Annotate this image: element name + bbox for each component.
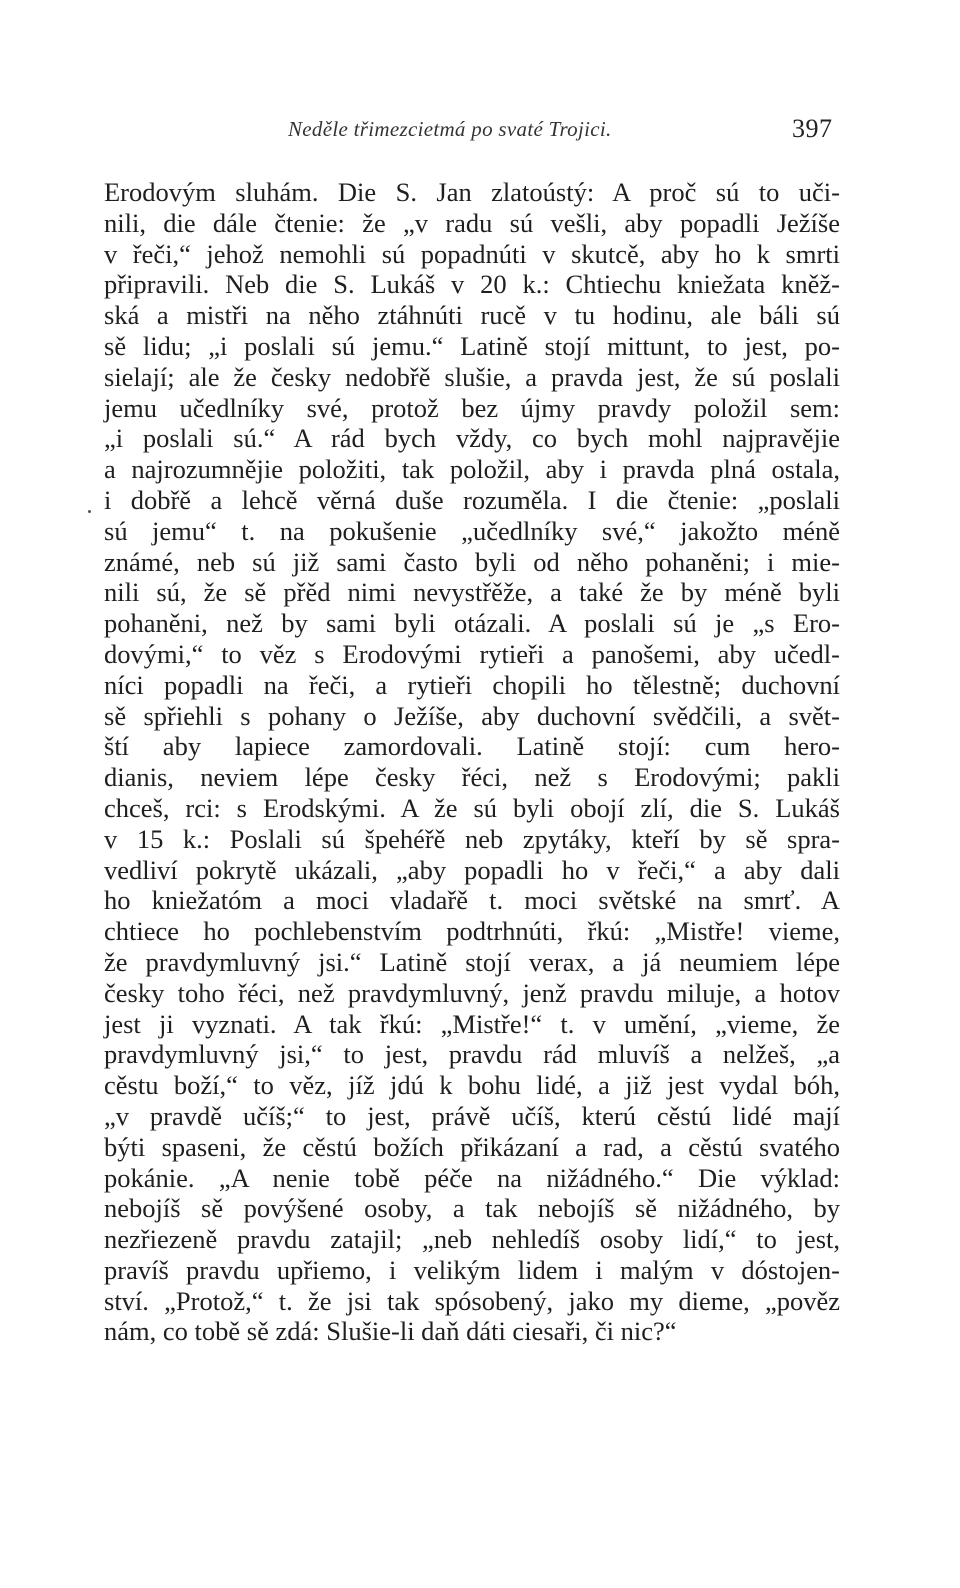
- text-line: chtiece ho pochlebenstvím podtrhnúti, řkú: „Mistře! vieme,: [104, 916, 840, 947]
- text-line: dovými,“ to věz s Erodovými rytieři a panošemi, aby učedl-: [104, 638, 840, 669]
- page-number: 397: [792, 114, 833, 143]
- text-line: nám, co tobě sě zdá: Slušie-li daň dáti ciesaři, či nic?“: [104, 1316, 677, 1347]
- text-line: ho kniežatóm a moci vladařě t. moci světské na smrť. A: [104, 885, 840, 916]
- text-line: jemu učedlníky své, protož bez újmy pravdy položil sem:: [104, 392, 840, 423]
- text-line: Erodovým sluhám. Die S. Jan zlatoústý: A proč sú to uči-: [104, 177, 840, 207]
- body-text: [104, 177, 840, 1347]
- text-line: a najrozumnějie položiti, tak položil, aby i pravda plná ostala,: [104, 454, 840, 485]
- text-line: sě spřiehli s pohany o Ježíše, aby duchovní svědčili, a svět-: [104, 700, 840, 731]
- text-line: česky toho řéci, než pravdymluvný, jenž pravdu miluje, a hotov: [104, 977, 840, 1008]
- text-line: nili sú, že sě přěd nimi nevystřěže, a také že by méně byli: [104, 577, 840, 608]
- text-line: sielají; ale že česky nedobřě slušie, a pravda jest, že sú poslali: [104, 361, 840, 392]
- text-line: sě lidu; „i poslali sú jemu.“ Latině stojí mittunt, to jest, po-: [104, 330, 840, 361]
- text-line: v řeči,“ jehož nemohli sú popadnúti v skutcě, aby ho k smrti: [104, 238, 840, 269]
- text-line: ská a mistři na něho ztáhnúti rucě v tu hodinu, ale báli sú: [104, 300, 840, 331]
- text-line: níci popadli na řeči, a rytieři chopili ho tělestně; duchovní: [104, 669, 840, 700]
- text-line: chceš, rci: s Erodskými. A že sú byli obojí zlí, die S. Lukáš: [104, 792, 840, 823]
- text-line: v 15 k.: Poslali sú špehéřě neb zpytáky, kteří by sě spra-: [104, 823, 840, 854]
- margin-dot: [88, 510, 91, 513]
- text-line: nebojíš sě povýšené osoby, a tak nebojíš sě nižádného, by: [104, 1193, 840, 1224]
- text-line: jest ji vyznati. A tak řkú: „Mistře!“ t. v umění, „vieme, že: [104, 1008, 840, 1039]
- text-line: pokánie. „A nenie tobě péče na nižádného.“ Die výklad:: [104, 1162, 840, 1193]
- text-line: pohaněni, než by sami byli otázali. A poslali sú je „s Ero-: [104, 608, 840, 639]
- text-line: připravili. Neb die S. Lukáš v 20 k.: Chtiechu kniežata kněž-: [104, 269, 840, 300]
- text-line: ští aby lapiece zamordovali. Latině stojí: cum hero-: [104, 731, 840, 762]
- text-line: sú jemu“ t. na pokušenie „učedlníky své,“ jakožto méně: [104, 515, 840, 546]
- text-line: cěstu boží,“ to věz, jíž jdú k bohu lidé, a již jest vydal bóh,: [104, 1070, 840, 1101]
- text-line: známé, neb sú již sami často byli od něho pohaněni; i mie-: [104, 546, 840, 577]
- text-line: že pravdymluvný jsi.“ Latině stojí verax, a já neumiem lépe: [104, 946, 840, 977]
- text-line: vedliví pokrytě ukázali, „aby popadli ho v řeči,“ a aby dali: [104, 854, 840, 885]
- text-line: pravíš pravdu upřiemo, i velikým lidem i malým v dóstojen-: [104, 1254, 840, 1285]
- text-line: dianis, neviem lépe česky řéci, než s Erodovými; pakli: [104, 762, 840, 793]
- text-line: pravdymluvný jsi,“ to jest, pravdu rád mluvíš a nelžeš, „a: [104, 1039, 840, 1070]
- text-line: nili, die dále čtenie: že „v radu sú vešli, aby popadli Ježíše: [104, 207, 840, 238]
- text-line: nezřiezeně pravdu zatajil; „neb nehledíš osoby lidí,“ to jest,: [104, 1224, 840, 1255]
- running-title: Neděle třimezcietmá po svaté Trojici.: [288, 117, 612, 141]
- text-line: býti spaseni, že cěstú božích přikázaní a rad, a cěstú svatého: [104, 1131, 840, 1162]
- text-line: ství. „Protož,“ t. že jsi tak spósobený, jako my dieme, „pověz: [104, 1285, 840, 1316]
- text-line: „v pravdě učíš;“ to jest, právě učíš, kterú cěstú lidé mají: [104, 1100, 840, 1131]
- text-line: i dobřě a lehcě věrná duše rozuměla. I die čtenie: „poslali: [104, 484, 840, 515]
- text-line: „i poslali sú.“ A rád bych vždy, co bych mohl najpravějie: [104, 423, 840, 454]
